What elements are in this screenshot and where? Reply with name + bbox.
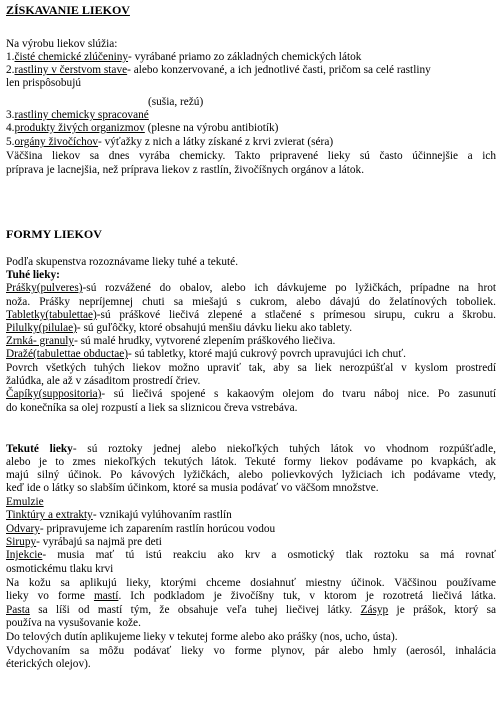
list-item [6,51,361,63]
paragraph-text: lieky vo forme [6,590,94,602]
list-item [6,523,275,535]
item-term: rastliny chemicky spracované [14,109,149,121]
section-title-formy: FORMY LIEKOV [6,227,102,241]
list-item [6,549,496,561]
list-item [6,322,352,334]
paragraph-line [6,631,398,643]
list-item [6,443,496,455]
item-term: orgány živočíchov [14,136,99,148]
item-text: majú silný účinok. Po kávových lyžičkách, alebo polievkových lyžiciach ich podávame vtedy, [6,469,496,481]
item-text: - sú roztoky jednej alebo niekoľkých tuhých látok vo vhodnom rozpúšťadle, [72,443,496,455]
item-text: - sú malé hrudky, vytvorené zlepením práškového liečiva. [74,335,336,347]
list-item [6,282,496,294]
list-item [6,136,333,148]
section2-intro: Podľa skupenstva rozoznávame lieky tuhé a tekuté. [6,256,239,268]
paragraph-text: je prášok, ktorý sa [388,604,496,616]
item-text: - sú guľôčky, ktoré obsahujú menšiu dávku lieku ako tablety. [76,322,353,334]
paragraph-text: Väčšina liekov sa dnes vyrába chemicky. Takto pripravené lieky sú často účinnejšie a ich [6,150,496,162]
list-item [6,563,113,575]
item-text: - vznikajú vylúhovaním rastlín [92,509,232,521]
item-text: Povrch všetkých tuhých liekov možno upraviť tak, aby sa liek nerozpúšťal v kyslom prostredí [6,362,496,374]
item-text: osmotickému tlaku krvi [6,563,114,575]
item-text: keď ide o látky so slabším účinkom, ktoré sa musia podávať vo väčšom množstve. [6,482,379,494]
item-term: produkty živých organizmov [14,122,145,134]
paragraph-line [6,604,496,616]
paragraph-text: . Ich podkladom je živočíšny tuk, v ktorom je rozotretá liečivá látka. [118,590,496,602]
list-item [6,348,406,360]
item-term: Tinktúry a extrakty [6,509,93,521]
item-text: - sú tabletky, ktoré majú cukrový povrch upravujúci ich chuť. [128,348,406,360]
item-number: 3. [6,109,15,121]
list-item [6,388,496,400]
item-text: - vyrábané priamo zo základných chemických látok [128,51,362,63]
item-text: noža. Prášky nepríjemnej chuti sa miešajú s cukrom, alebo dávajú do želatínových toboliek. [6,296,496,308]
list-item [6,496,44,508]
section-title-ziskavanie: ZÍSKAVANIE LIEKOV [6,3,130,17]
item-term: rastliny v čerstvom stave [14,64,128,76]
item-number: 1. [6,51,15,63]
list-item [6,335,335,347]
item-text: alebo je to zmes niekoľkých tekutých látok. Tekuté formy liekov podávame po kvapkách, ak [6,456,496,468]
list-item [6,362,496,374]
item-term: čisté chemické zlúčeniny [14,51,129,63]
underlined-term: Pasta [6,604,30,616]
item-text: -sú práškové liečivá zlepené a stlačené s prímesou sirupu, cukru a škrobu. [96,309,496,321]
paragraph-text: používa na vysušovanie kože. [6,617,141,629]
item-text: - pripravujeme ich zaparením rastlín horúcou vodou [39,523,276,535]
list-item [6,77,81,89]
item-text: do konečníka sa olej rozpustí a liek sa sliznicou čreva vstrebáva. [6,402,298,414]
item-number: 4. [6,122,15,134]
item-term: Dražé(tabulettae obductae) [6,348,128,360]
list-item [6,109,149,121]
paragraph-line [6,645,496,657]
section1-intro: Na výrobu liekov slúžia: [6,38,118,50]
item-text: - výťažky z nich a látky získané z krvi zvierat (séra) [98,136,334,148]
list-item [6,309,496,321]
list-item [6,536,162,548]
list-item [6,509,232,521]
paragraph-line [6,577,496,589]
item-text: (sušia, režú) [148,96,204,108]
item-text: (plesne na výrobu antibiotík) [144,122,279,134]
paragraph-text: sa líši od mastí tým, že obsahuje veľa tuhej liečivej látky. [29,604,361,616]
paragraph-line [6,617,141,629]
paragraph-text: príprava je lacnejšia, než príprava liekov z rastlín, živočíšnych orgánov a látok. [6,164,365,176]
list-item [6,456,496,468]
underlined-term: mastí [93,590,119,602]
item-term: Emulzie [6,496,44,508]
list-item [6,375,200,387]
paragraph-line [6,658,91,670]
list-item [148,96,203,108]
item-number: 2. [6,64,15,76]
item-term: Čapíky(suppositoria) [6,388,102,400]
liquid-drugs-heading: Tekuté lieky [6,443,73,455]
list-item [6,469,496,481]
item-term: Pilulky(pilulae) [6,322,77,334]
paragraph-text: Na kožu sa aplikujú lieky, ktorými chceme dosiahnuť miestny účinok. Väčšinou používame [6,577,496,589]
item-term: Sirupy [6,536,37,548]
paragraph-text: éterických olejov). [6,658,91,670]
item-text: - sú liečivá spojené s kakaovým olejom do tvaru náboj nice. Po zasunutí [101,388,496,400]
list-item [6,296,496,308]
underlined-term: Zásyp [360,604,389,616]
paragraph-text: Vdychovaním sa môžu podávať lieky vo forme plynov, pár alebo hmly (aerosól, inhalácia [6,645,496,657]
item-number: 5. [6,136,15,148]
item-term: Odvary [6,523,40,535]
item-term: Tabletky(tabulettae) [6,309,97,321]
item-text: - musia mať tú istú reakciu ako krv a osmotický tlak roztoku sa má rovnať [42,549,496,561]
list-item [6,482,379,494]
item-text: len prispôsobujú [6,77,81,89]
paragraph-line [6,150,496,162]
list-item [6,64,431,76]
item-text: - alebo konzervované, a ich jednotlivé časti, pričom sa celé rastliny [127,64,431,76]
paragraph-line [6,590,496,602]
item-text: žalúdka, ale až v zásaditom prostredí čriev. [6,375,201,387]
paragraph-text: Do telových dutín aplikujeme lieky v tekutej forme alebo ako prášky (nos, ucho, ústa). [6,631,398,643]
list-item [6,402,297,414]
solid-drugs-heading: Tuhé lieky: [6,269,60,281]
item-text: - vyrábajú sa najmä pre deti [36,536,162,548]
item-term: Injekcie [6,549,43,561]
paragraph-line [6,164,364,176]
item-term: Zrnká- granuly [6,335,75,347]
list-item [6,122,278,134]
item-text: -sú rozvážené do obalov, alebo ich dávkujeme po lyžičkách, prípadne na hrot [82,282,496,294]
item-term: Prášky(pulveres) [6,282,83,294]
